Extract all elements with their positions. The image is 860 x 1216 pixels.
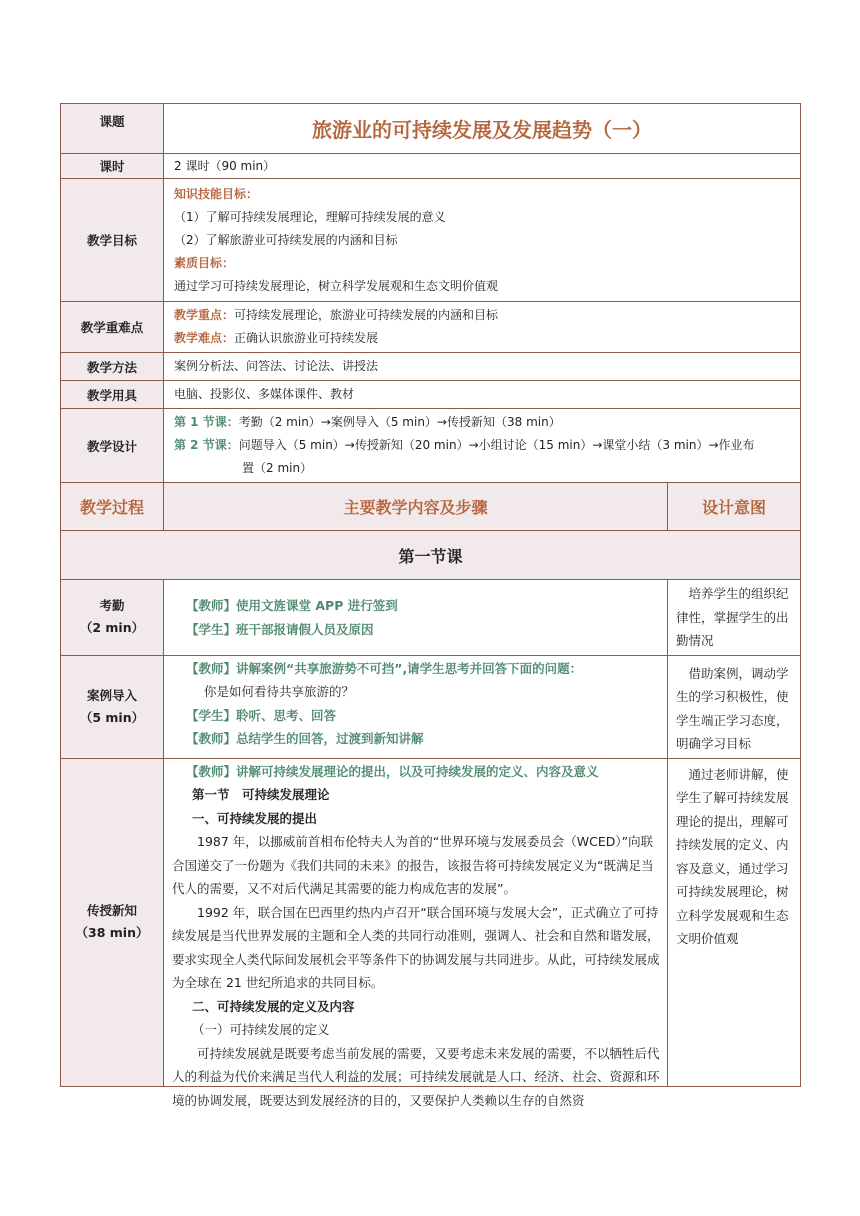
lesson1-label: 第 1 节课： [174,415,239,429]
goals-row [61,179,801,302]
case-content [164,655,668,758]
case-teacher: 【教师】讲解案例“共享旅游势不可挡”,请学生思考并回答下面的问题： [186,660,583,676]
paragraph: 1992 年，联合国在巴西里约热内卢召开“联合国环境与发展大会”，正式确立了可持续发展是当代世界发展的主题和全人类的共同行动准则，强调人、社会和自然和谐发展，要求实现全人类代际间发展机会平等条件下的协调发展与共同进步。从此，可持续发展成为全球在 21 世纪所追求的共同目标。 [172,904,660,990]
goal-item: （1）了解可持续发展理论，理解可持续发展的意义 [174,209,446,224]
case-name: 案例导入 [86,687,137,703]
teach-name: 传授新知 [86,903,137,918]
teach-teacher: 【教师】讲解可持续发展理论的提出，以及可持续发展的定义、内容及意义 [186,763,599,779]
intent-col-header: 设计意图 [668,483,801,531]
design-content [164,409,801,483]
topic-row [61,104,801,154]
lesson2-text: 问题导入（5 min）→传授新知（20 min）→小组讨论（15 min）→课堂小结（3 min）→作业布 [238,438,755,452]
goal-item: （2）了解旅游业可持续发展的内涵和目标 [174,232,398,247]
page-title: 旅游业的可持续发展及发展趋势（一） [164,104,801,154]
attendance-student: 【学生】班干部报请假人员及原因 [186,621,374,637]
case-time: （5 min） [79,709,145,725]
quality-heading: 素质目标： [174,255,235,270]
case-student: 【学生】聆听、思考、回答 [186,707,337,723]
subsubsection-heading: （一）可持续发展的定义 [192,1022,330,1037]
goals-label: 教学目标 [61,179,164,302]
lesson-plan-table [60,103,800,1108]
design-label: 教学设计 [61,409,164,483]
attendance-content [164,580,668,656]
tools-value: 电脑、投影仪、多媒体课件、教材 [164,381,801,409]
case-row [61,655,801,758]
goals-content [164,179,801,302]
key-points-row [61,302,801,353]
teach-label [61,758,164,1086]
focus-text: 可持续发展理论，旅游业可持续发展的内涵和目标 [234,308,499,322]
case-intent: 借助案例，调动学生的学习积极性，使学生端正学习态度，明确学习目标 [668,655,801,758]
attendance-row [61,580,801,656]
case-summary: 【教师】总结学生的回答，过渡到新知讲解 [186,731,424,746]
content-col-header: 主要教学内容及步骤 [164,483,668,531]
attendance-label [61,580,164,656]
teach-time: （38 min） [75,925,149,940]
teach-row [61,758,801,1086]
attendance-name: 考勤 [99,598,125,614]
section-row [61,531,801,580]
design-row [61,409,801,483]
process-header-row [61,483,801,531]
section-title: 第一节课 [61,531,801,580]
section-heading: 第一节 可持续发展理论 [192,787,330,802]
quality-text: 通过学习可持续发展理论，树立科学发展观和生态文明价值观 [174,278,499,293]
hours-row [61,154,801,179]
lesson2-text-cont: 置（2 min） [242,461,313,475]
lesson2-label: 第 2 节课： [174,438,239,452]
lesson1-text: 考勤（2 min）→案例导入（5 min）→传授新知（38 min） [238,415,561,429]
knowledge-heading: 知识技能目标： [174,186,259,201]
attendance-intent: 培养学生的组织纪律性，掌握学生的出勤情况 [668,580,801,656]
tools-row [61,381,801,409]
hours-label: 课时 [61,154,164,179]
methods-row [61,353,801,381]
tools-label: 教学用具 [61,381,164,409]
key-points-content [164,302,801,353]
case-label [61,655,164,758]
teach-intent: 通过老师讲解，使学生了解可持续发展理论的提出，理解可持续发展的定义、内容及意义，通过学习可持续发展理论，树立科学发展观和生态文明价值观 [668,758,801,1086]
methods-label: 教学方法 [61,353,164,381]
key-points-label: 教学重难点 [61,302,164,353]
process-col-header: 教学过程 [61,483,164,531]
subsection-heading: 一、可持续发展的提出 [192,810,318,826]
difficulty-label: 教学难点： [174,331,235,345]
attendance-time: （2 min） [79,620,145,636]
methods-value: 案例分析法、问答法、讨论法、讲授法 [164,353,801,381]
case-question: 你是如何看待共享旅游的？ [204,684,355,699]
difficulty-text: 正确认识旅游业可持续发展 [234,331,379,345]
paragraph: 可持续发展就是既要考虑当前发展的需要，又要考虑未来发展的需要，不以牺牲后代人的利益为代价来满足当代人利益的发展；可持续发展就是人口、经济、社会、资源和环境的协调发展，既要达到发展经济的目的，又要保护人类赖以生存的自然资 [172,1045,660,1108]
teach-content [164,758,668,1108]
focus-label: 教学重点： [174,308,235,322]
paragraph: 1987 年，以挪威前首相布伦特夫人为首的“世界环境与发展委员会（WCED）”向联合国递交了一份题为《我们共同的未来》的报告，该报告将可持续发展定义为“既满足当代人的需要，又不对后代满足其需要的能力构成危害的发展”。 [172,834,654,896]
hours-value: 2 课时（90 min） [164,154,801,179]
topic-label: 课题 [61,104,164,154]
subsection-heading: 二、可持续发展的定义及内容 [192,998,355,1014]
attendance-teacher: 【教师】使用文旌课堂 APP 进行签到 [186,598,398,614]
